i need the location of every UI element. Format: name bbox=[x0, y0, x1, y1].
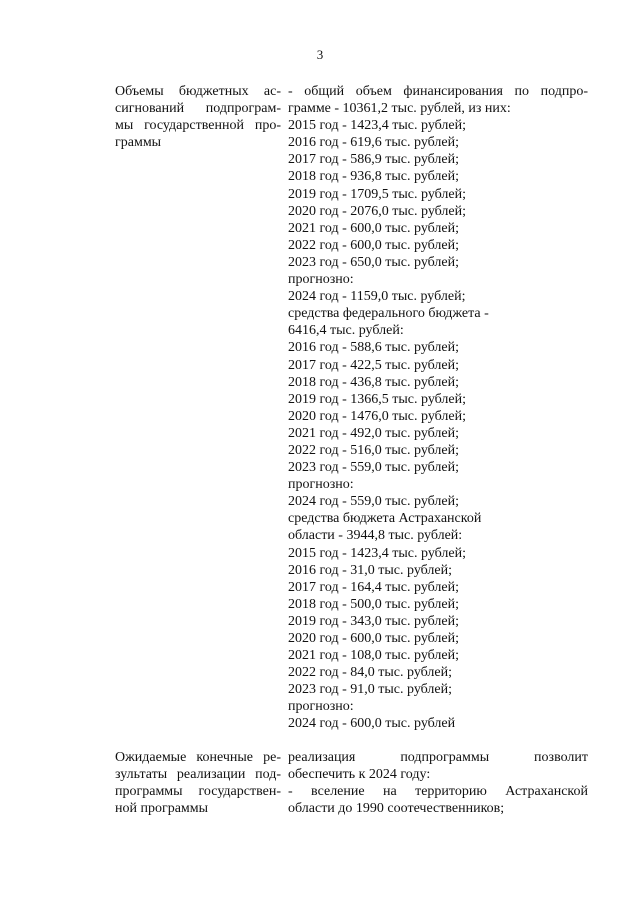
results-line: реализация подпрограммы позволит bbox=[288, 750, 588, 765]
budget-value-line: 2023 год - 91,0 тыс. рублей; bbox=[288, 682, 453, 698]
budget-value-line: 2019 год - 343,0 тыс. рублей; bbox=[288, 613, 460, 629]
budget-value-line: 2022 год - 600,0 тыс. рублей; bbox=[288, 237, 460, 253]
budget-label bbox=[115, 83, 281, 151]
budget-value-line: 2023 год - 559,0 тыс. рублей; bbox=[288, 460, 460, 476]
budget-value-line: прогнозно: bbox=[288, 477, 354, 493]
budget-value-line: грамме - 10361,2 тыс. рублей, из них: bbox=[288, 101, 511, 117]
budget-value-line: 2021 год - 108,0 тыс. рублей; bbox=[288, 648, 460, 664]
budget-value-line: - общий объем финансирования по подпро- bbox=[288, 84, 588, 99]
budget-value-line: 2018 год - 500,0 тыс. рублей; bbox=[288, 596, 460, 612]
budget-value-line: 2020 год - 600,0 тыс. рублей; bbox=[288, 631, 460, 646]
budget-value-line: 2022 год - 84,0 тыс. рублей; bbox=[288, 665, 453, 681]
budget-value-line: 2024 год - 1159,0 тыс. рублей; bbox=[288, 289, 466, 305]
results-line: области до 1990 соотечественников; bbox=[288, 801, 505, 817]
budget-value-line: 2018 год - 936,8 тыс. рублей; bbox=[288, 169, 460, 185]
budget-value-line: 2015 год - 1423,4 тыс. рублей; bbox=[288, 118, 467, 134]
results-label-line: Ожидаемые конечные ре- bbox=[115, 750, 281, 765]
budget-value-line: 2020 год - 1476,0 тыс. рублей; bbox=[288, 408, 467, 424]
budget-value-line: 6416,4 тыс. рублей: bbox=[288, 323, 404, 339]
budget-label-line: граммы bbox=[115, 135, 162, 151]
budget-value-line: 2021 год - 492,0 тыс. рублей; bbox=[288, 425, 460, 441]
results-label bbox=[115, 749, 281, 817]
budget-value-line: 2019 год - 1366,5 тыс. рублей; bbox=[288, 391, 467, 407]
budget-value-line: 2016 год - 588,6 тыс. рублей; bbox=[288, 340, 460, 356]
budget-value-line: 2022 год - 516,0 тыс. рублей; bbox=[288, 442, 460, 458]
budget-value-line: 2024 год - 559,0 тыс. рублей; bbox=[288, 494, 460, 510]
budget-value-line: 2017 год - 422,5 тыс. рублей; bbox=[288, 357, 460, 373]
results-label-line: программы государствен- bbox=[115, 784, 281, 800]
budget-value-line: 2021 год - 600,0 тыс. рублей; bbox=[288, 220, 460, 236]
budget-value-line: средства бюджета Астраханской bbox=[288, 511, 482, 527]
budget-value-line: 2024 год - 600,0 тыс. рублей bbox=[288, 716, 456, 732]
results-label-line: ной программы bbox=[115, 801, 209, 817]
budget-value-line: прогнозно: bbox=[288, 272, 354, 288]
budget-value-line: средства федерального бюджета - bbox=[288, 306, 489, 322]
budget-value-line: 2018 год - 436,8 тыс. рублей; bbox=[288, 374, 460, 390]
budget-value-line: 2017 год - 164,4 тыс. рублей; bbox=[288, 579, 460, 595]
page-number: 3 bbox=[316, 47, 324, 62]
results-label-line: зультаты реализации под- bbox=[115, 767, 281, 783]
budget-label-line: мы государственной про- bbox=[115, 118, 281, 134]
budget-value-line: 2016 год - 31,0 тыс. рублей; bbox=[288, 562, 453, 578]
budget-value-line: 2023 год - 650,0 тыс. рублей; bbox=[288, 254, 460, 270]
budget-value-line: 2017 год - 586,9 тыс. рублей; bbox=[288, 152, 460, 168]
results-line: - вселение на территорию Астраханской bbox=[288, 784, 588, 800]
budget-values bbox=[288, 83, 588, 733]
results-line: обеспечить к 2024 году: bbox=[288, 767, 431, 783]
budget-value-line: 2016 год - 619,6 тыс. рублей; bbox=[288, 135, 460, 151]
budget-value-line: 2015 год - 1423,4 тыс. рублей; bbox=[288, 545, 467, 561]
budget-value-line: 2019 год - 1709,5 тыс. рублей; bbox=[288, 186, 467, 202]
budget-value-line: 2020 год - 2076,0 тыс. рублей; bbox=[288, 203, 467, 219]
budget-value-line: области - 3944,8 тыс. рублей: bbox=[288, 528, 463, 544]
budget-value-line: прогнозно: bbox=[288, 699, 354, 715]
budget-label-line: сигнований подпрограм- bbox=[115, 101, 281, 117]
results-values bbox=[288, 749, 588, 817]
budget-label-line: Объемы бюджетных ас- bbox=[115, 84, 281, 99]
